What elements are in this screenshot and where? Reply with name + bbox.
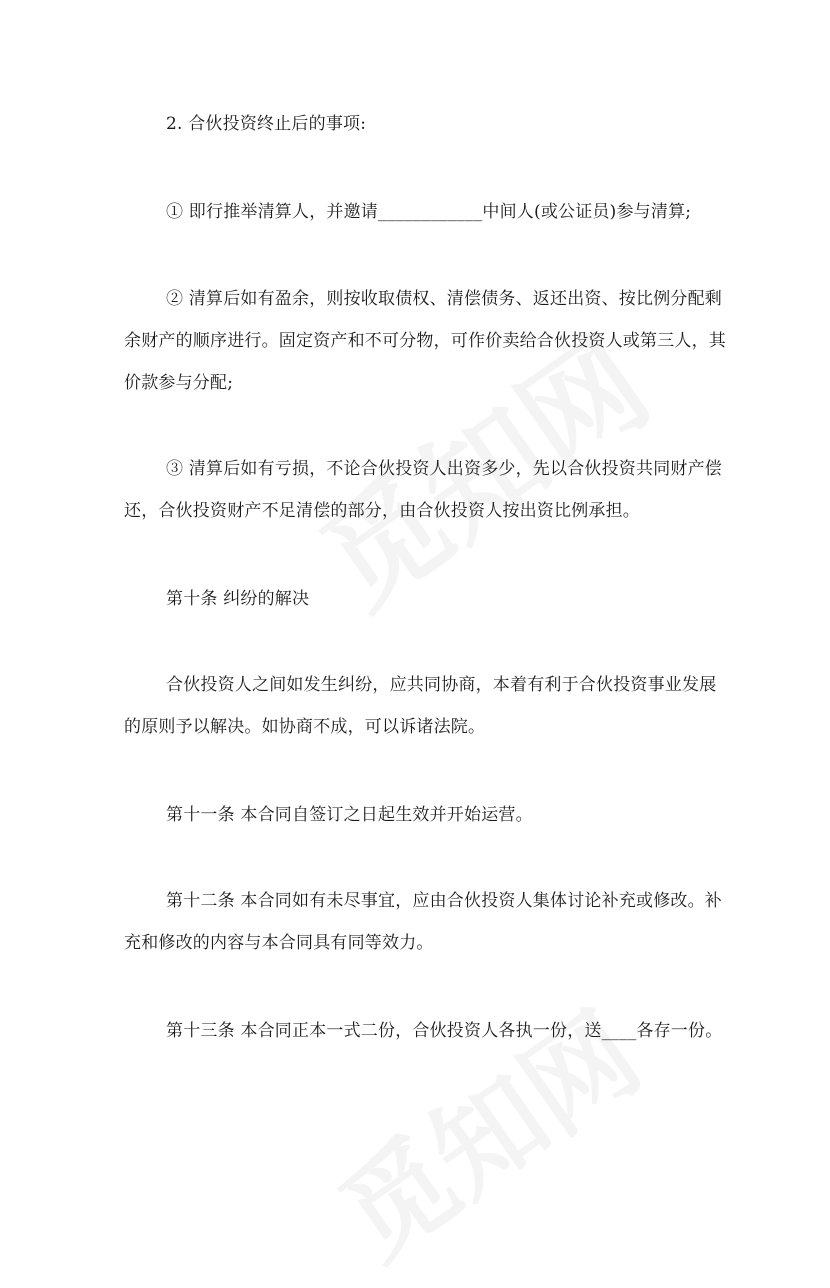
article-12 [124, 880, 723, 964]
text-line: ③ 清算后如有亏损，不论合伙投资人出资多少，先以合伙投资共同财产偿 [166, 459, 723, 479]
article-13 [124, 1010, 758, 1052]
text-line: 第十三条 本合同正本一式二份，合伙投资人各执一份，送____各存一份。 [166, 1021, 723, 1041]
text-line: 还，合伙投资财产不足清偿的部分，由合伙投资人按出资比例承担。 [124, 501, 640, 521]
text-line: 的原则予以解决。如协商不成，可以诉诸法院。 [124, 717, 486, 737]
text-line: 价款参与分配; [124, 373, 234, 393]
section-heading [124, 103, 758, 145]
text-line: 充和修改的内容与本合同具有同等效力。 [124, 933, 434, 953]
text-line: 余财产的顺序进行。固定资产和不可分物，可作价卖给合伙投资人或第三人，其 [124, 331, 726, 351]
text-line: 2. 合伙投资终止后的事项: [166, 114, 367, 134]
text-line: 合伙投资人之间如发生纠纷，应共同协商，本着有利于合伙投资事业发展 [166, 675, 717, 695]
article-11 [124, 794, 758, 836]
text-line: ② 清算后如有盈余，则按收取债权、清偿债务、返还出资、按比例分配剩 [166, 289, 723, 309]
text-line: 第十一条 本合同自签订之日起生效并开始运营。 [166, 805, 533, 825]
paragraph-clause-1 [124, 191, 758, 233]
paragraph-clause-3 [124, 448, 723, 532]
paragraph-clause-2 [124, 278, 726, 404]
article-10-body [124, 664, 716, 748]
text-line: 第十条 纠纷的解决 [166, 589, 310, 609]
text-line: 第十二条 本合同如有未尽事宜，应由合伙投资人集体讨论补充或修改。补 [166, 891, 723, 911]
article-10-heading [124, 578, 758, 620]
text-line: ① 即行推举清算人，并邀请____________中间人(或公证员)参与清算; [166, 202, 692, 222]
